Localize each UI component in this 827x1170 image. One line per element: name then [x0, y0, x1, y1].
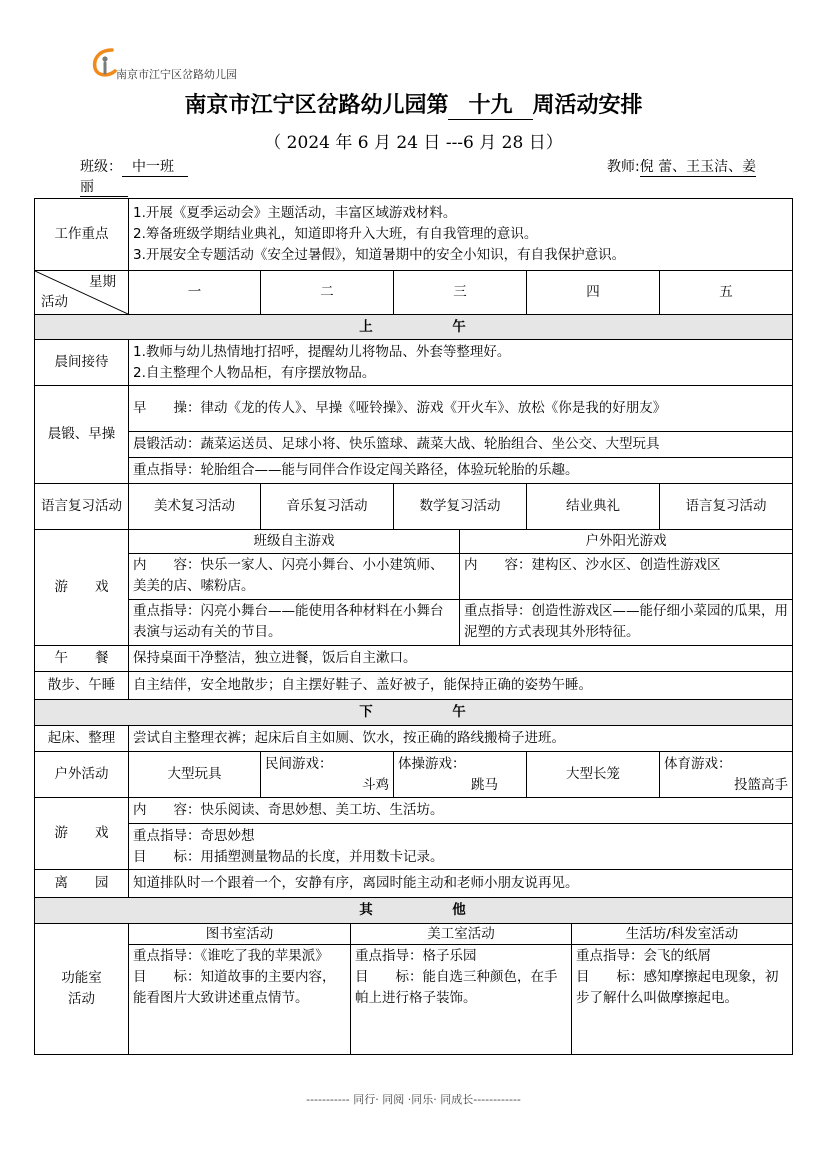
day-fri: 五: [660, 271, 793, 315]
review-row: [35, 484, 793, 530]
afternoon-games-content: 内 容：快乐阅读、奇思妙想、美工坊、生活坊。: [129, 798, 793, 824]
outdoor-thu: 大型长笼: [527, 752, 660, 798]
morning-section: 上 午: [35, 315, 793, 340]
wake-label: 起床、整理: [35, 726, 129, 752]
class-games-focus: 重点指导：闪亮小舞台——能使用各种材料在小舞台表演与运动有关的节目。: [129, 600, 460, 646]
exercise-label: 晨锻、早操: [35, 386, 129, 484]
review-thu: 结业典礼: [527, 484, 660, 530]
library-content: 重点指导：《谁吃了我的苹果派》 目 标：知道故事的主要内容，能看图片大致讲述重点情节。: [129, 945, 351, 1055]
outdoor-wed: 体操游戏： 跳马: [394, 752, 527, 798]
review-fri: 语言复习活动: [660, 484, 793, 530]
afternoon-section: 下 午: [35, 700, 793, 726]
day-thu: 四: [527, 271, 660, 315]
nap-content: 自主结伴，安全地散步；自主摆好鞋子、盖好被子，能保持正确的姿势午睡。: [129, 672, 793, 700]
arrival-content: 1.教师与幼儿热情地打招呼，提醒幼儿将物品、外套等整理好。 2.自主整理个人物品柜，有序摆放物品。: [129, 340, 793, 386]
nap-row: [35, 672, 793, 700]
outdoor-fri: 体育游戏： 投篮高手: [660, 752, 793, 798]
review-label: 语言复习活动: [35, 484, 129, 530]
afternoon-games-label: 游 戏: [35, 798, 129, 870]
library-title: 图书室活动: [129, 924, 351, 945]
morning-games-label: 游 戏: [35, 530, 129, 646]
other-section: 其 他: [35, 898, 793, 924]
lunch-row: [35, 646, 793, 672]
review-tue: 音乐复习活动: [261, 484, 394, 530]
outdoor-tue: 民间游戏： 斗鸡: [261, 752, 394, 798]
afternoon-games-focus: 重点指导：奇思妙想 目 标：用插塑测量物品的长度，并用数卡记录。: [129, 824, 793, 870]
logo-text: 南京市江宁区岔路幼儿园: [116, 68, 237, 81]
work-focus-label: 工作重点: [35, 199, 129, 271]
outdoor-games-title: 户外阳光游戏: [460, 530, 793, 554]
page-title: 南京市江宁区岔路幼儿园第 十九 周活动安排: [0, 88, 827, 120]
wake-row: [35, 726, 793, 752]
day-wed: 三: [394, 271, 527, 315]
outdoor-row: [35, 752, 793, 798]
lunch-content: 保持桌面干净整洁，独立进餐，饭后自主漱口。: [129, 646, 793, 672]
arrival-row: [35, 340, 793, 386]
morning-games-row: [35, 530, 793, 646]
art-room-title: 美工室活动: [351, 924, 572, 945]
afternoon-games-row-1: [35, 798, 793, 824]
review-mon: 美术复习活动: [129, 484, 261, 530]
nap-label: 散步、午睡: [35, 672, 129, 700]
date-range: （ 2024 年 6 月 24 日 ---6 月 28 日）: [264, 133, 563, 153]
exercise-line-3: 重点指导：轮胎组合——能与同伴合作设定闯关路径，体验玩轮胎的乐趣。: [129, 458, 793, 484]
function-room-row: [35, 924, 793, 1055]
teacher-value-cont: 丽: [80, 176, 128, 197]
outdoor-games-focus: 重点指导：创造性游戏区——能仔细小菜园的瓜果，用泥塑的方式表现其外形特征。: [460, 600, 793, 646]
outdoor-label: 户外活动: [35, 752, 129, 798]
corner-cell: 星期 活动: [35, 271, 129, 315]
outdoor-games-content: 内 容：建构区、沙水区、创造性游戏区: [460, 554, 793, 600]
exercise-line-1: 早 操：律动《龙的传人》、早操《哑铃操》、游戏《开火车》、放松《你是我的好朋友》: [129, 386, 793, 432]
teacher-value: 倪 蕾、王玉洁、姜: [640, 156, 756, 177]
teacher-info: 教师:倪 蕾、王玉洁、姜: [607, 156, 756, 177]
science-room-title: 生活坊/科发室活动: [572, 924, 793, 945]
exercise-line-2: 晨锻活动：蔬菜运送员、足球小将、快乐篮球、蔬菜大战、轮胎组合、坐公交、大型玩具: [129, 432, 793, 458]
day-tue: 二: [261, 271, 394, 315]
class-value: 中一班: [122, 156, 188, 177]
function-room-label: 功能室 活动: [35, 924, 129, 1055]
outdoor-mon: 大型玩具: [129, 752, 261, 798]
review-wed: 数学复习活动: [394, 484, 527, 530]
leave-content: 知道排队时一个跟着一个，安静有序，离园时能主动和老师小朋友说再见。: [129, 870, 793, 898]
class-games-title: 班级自主游戏: [129, 530, 460, 554]
leave-label: 离 园: [35, 870, 129, 898]
weekday-header-row: [35, 271, 793, 315]
lunch-label: 午 餐: [35, 646, 129, 672]
leave-row: [35, 870, 793, 898]
week-number: 十九: [448, 88, 532, 120]
class-info: 班级： 中一班: [80, 156, 188, 177]
day-mon: 一: [129, 271, 261, 315]
exercise-row-1: [35, 386, 793, 432]
work-focus-content: 1.开展《夏季运动会》主题活动，丰富区域游戏材料。 2.筹备班级学期结业典礼，知道即将升入大班，有自我管理的意识。 3.开展安全专题活动《安全过暑假》，知道暑期中的安全小知识，有自我保护意识。: [129, 199, 793, 271]
schedule-table: [34, 198, 793, 1055]
footer-motto: ----------- 同行· 同阅 ·同乐· 同成长------------: [306, 1093, 521, 1106]
work-focus-row: [35, 199, 793, 271]
science-room-content: 重点指导：会飞的纸屑 目 标：感知摩擦起电现象，初步了解什么叫做摩擦起电。: [572, 945, 793, 1055]
wake-content: 尝试自主整理衣裤；起床后自主如厕、饮水，按正确的路线搬椅子进班。: [129, 726, 793, 752]
arrival-label: 晨间接待: [35, 340, 129, 386]
class-games-content: 内 容：快乐一家人、闪亮小舞台、小小建筑师、美美的店、嗦粉店。: [129, 554, 460, 600]
art-room-content: 重点指导：格子乐园 目 标：能自选三种颜色，在手帕上进行格子装饰。: [351, 945, 572, 1055]
